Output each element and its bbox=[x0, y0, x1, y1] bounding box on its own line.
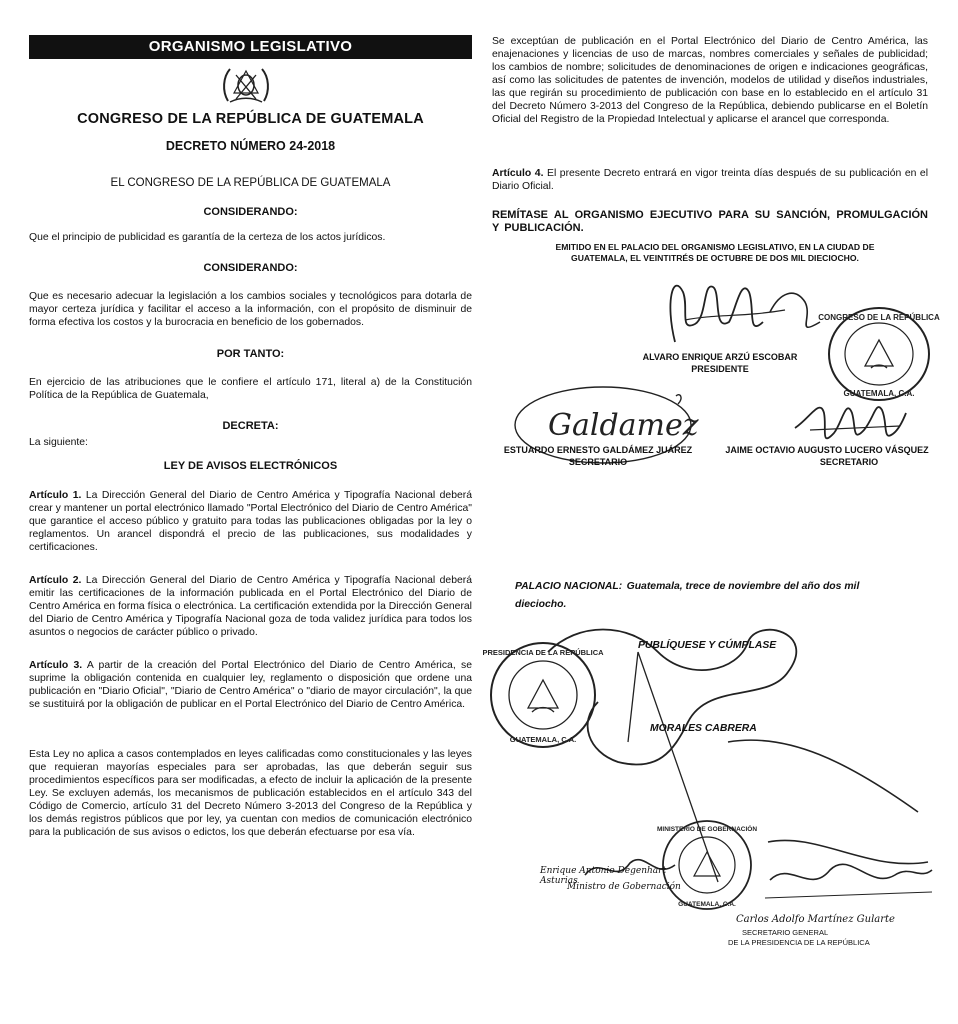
banner-organismo-legislativo: ORGANISMO LEGISLATIVO bbox=[29, 35, 472, 59]
guatemala-coat-of-arms-icon bbox=[220, 63, 272, 105]
law-title: LEY DE AVISOS ELECTRÓNICOS bbox=[163, 460, 338, 472]
article-3-text: A partir de la creación del Portal Electrónico del Diario de Centro América, se suprime la obligación contenida en cualquier ley, reglamento o disposición que ordene una publicación en "Diario Oficial", "Diario de Centro América" o "diario de mayor circulación", la que se sustituirá por la obligación de publicar en el Portal Electrónico del Diario de Centro América. bbox=[29, 660, 472, 710]
article-4-text: El presente Decreto entrará en vigor treinta días después de su publicación en el Diario Oficial. bbox=[492, 168, 929, 192]
la-siguiente: La siguiente: bbox=[29, 437, 88, 448]
ministry-seal-top-text: MINISTERIO DE GOBERNACIÓN bbox=[656, 826, 758, 833]
signature-galdamez-text: Galdamez bbox=[548, 408, 699, 443]
president-role: PRESIDENTE bbox=[691, 364, 749, 374]
congress-seal-top-text: CONGRESO DE LA REPÚBLICA bbox=[818, 313, 940, 322]
congress-seal-bottom-text: GUATEMALA, C.A. bbox=[843, 389, 915, 398]
article-1-label: Artículo 1. bbox=[29, 490, 82, 501]
decree-number: DECRETO NÚMERO 24-2018 bbox=[165, 139, 336, 153]
considerando-heading-1: CONSIDERANDO: bbox=[203, 206, 298, 218]
article-1-text: La Dirección General del Diario de Centro América y Tipografía Nacional deberá crear y mantener un portal electrónico llamado "Portal Electrónico del Diario de Centro América" que garantice el acceso público y gratuito para todas las publicaciones obligadas por la ley o reglamentos. Un arancel dispondrá el precio de las publicaciones, sus modalidades y certificaciones. bbox=[29, 490, 473, 553]
por-tanto-text: En ejercicio de las atribuciones que le confiere el artículo 171, literal a) de la Constitución Política de la República de Guatemala, bbox=[29, 377, 472, 401]
article-3-continuation: Esta Ley no aplica a casos contemplados en leyes calificadas como constitucionales y las leyes que requieran mayorías especiales para ser aprobadas, las que deberán seguir sus procedimientos específicos para ser modificadas, a efecto de incluir la aplicación de la presente Ley. Se excluyen además, los mecanismos de publicación establecidos en el artículo 343 del Código de Comercio, artículo 31 del Decreto Número 3-2013 del Congreso de la República y los demás registros públicos que por ley, ya cuentan con medios de comunicación electrónico para la publicación de sus avisos o edictos, los que deberán efectuarse por esa vía. bbox=[29, 749, 472, 838]
ministry-seal-bottom-text: GUATEMALA, C.A. bbox=[678, 901, 736, 908]
por-tanto-heading: POR TANTO: bbox=[216, 348, 285, 360]
presidency-seal bbox=[482, 640, 604, 750]
article-4 bbox=[492, 167, 928, 193]
exceptions-text: Se exceptúan de publicación en el Portal Electrónico del Diario de Centro América, las enajenaciones y licencias de uso de marcas, nombres comerciales y señales de publicidad; los cambios de nombre; solicitudes de denominaciones de origen e indicaciones geográficas, así como las solicitudes de patentes de invención, modelos de utilidad y diseños industriales, las que regirán su procedimiento de publicación con base en lo establecido en el artículo 31 del Decreto Número 3-2013 del Congreso de la República, debiendo publicarse en el Boletín Oficial del Registro de la Propiedad Intelectual y aplicarse el arancel que corresponda. bbox=[492, 36, 928, 125]
president-name: ALVARO ENRIQUE ARZÚ ESCOBAR bbox=[642, 352, 798, 362]
secretary1-name: ESTUARDO ERNESTO GALDÁMEZ JUÁREZ bbox=[503, 445, 693, 455]
article-3-label: Artículo 3. bbox=[29, 660, 83, 671]
article-3 bbox=[29, 659, 472, 711]
secretary1-role: SECRETARIO bbox=[568, 457, 628, 467]
minister-role: Ministro de Gobernación bbox=[567, 882, 681, 892]
secretary2-name: JAIME OCTAVIO AUGUSTO LUCERO VÁSQUEZ bbox=[725, 445, 929, 455]
secretary2-role: SECRETARIO bbox=[819, 457, 879, 467]
publiquese: PUBLÍQUESE Y CÚMPLASE bbox=[638, 640, 777, 651]
article-2 bbox=[29, 574, 472, 639]
president-signature bbox=[655, 262, 835, 352]
considerando-text-1: Que el principio de publicidad es garantía de la certeza de los actos jurídicos. bbox=[29, 232, 386, 243]
remitase: REMÍTASE AL ORGANISMO EJECUTIVO PARA SU SANCIÓN, PROMULGACIÓN Y PUBLICACIÓN. bbox=[492, 209, 928, 234]
secretary-general-signature bbox=[760, 840, 935, 910]
secretary-general-role-2: DE LA PRESIDENCIA DE LA REPÚBLICA bbox=[728, 938, 870, 947]
palacio-nacional bbox=[515, 576, 875, 612]
congress-title: CONGRESO DE LA REPÚBLICA DE GUATEMALA bbox=[77, 111, 424, 127]
considerando-text-2: Que es necesario adecuar la legislación a los cambios sociales y tecnológicos para dotarla de mayor certeza jurídica y facilitar el acceso a la información, con el propósito de disminuir de forma efectiva los costos y la burocracia en beneficio de los gobernados. bbox=[29, 291, 472, 328]
considerando-heading-2: CONSIDERANDO: bbox=[203, 262, 298, 274]
emitido: EMITIDO EN EL PALACIO DEL ORGANISMO LEGISLATIVO, EN LA CIUDAD DE GUATEMALA, EL VEINTITRÉS DE OCTUBRE DE DOS MIL DIECIOCHO. bbox=[555, 242, 875, 263]
palacio-label: PALACIO NACIONAL: bbox=[515, 581, 623, 592]
intro-heading: EL CONGRESO DE LA REPÚBLICA DE GUATEMALA bbox=[110, 177, 391, 189]
president-of-republic: MORALES CABRERA bbox=[650, 723, 757, 734]
article-1 bbox=[29, 489, 472, 554]
secretary-general-name: Carlos Adolfo Martínez Gularte bbox=[736, 914, 895, 925]
article-4-label: Artículo 4. bbox=[492, 168, 544, 179]
presidency-seal-bottom-text: GUATEMALA, C.A. bbox=[509, 735, 577, 744]
presidency-seal-top-text: PRESIDENCIA DE LA REPÚBLICA bbox=[482, 648, 604, 657]
secretary-general-role-1: SECRETARIO GENERAL bbox=[742, 928, 829, 937]
decreta-heading: DECRETA: bbox=[222, 420, 279, 432]
palacio-text: Guatemala, trece de noviembre del año dos mil dieciocho. bbox=[515, 581, 860, 610]
minister-name: Enrique Antonio Degenhart Asturias bbox=[540, 866, 667, 886]
article-2-text: La Dirección General del Diario de Centro América y Tipografía Nacional deberá emitir las certificaciones de la información publicada en el Portal Electrónico del Diario de Centro América en forma física o electrónica. La certificación extendida por la Dirección General del Diario de Centro América y Tipografía Nacional goza de toda validez jurídica para todos los asuntos o negocios de carácter público o privado. bbox=[29, 575, 473, 638]
article-2-label: Artículo 2. bbox=[29, 575, 82, 586]
